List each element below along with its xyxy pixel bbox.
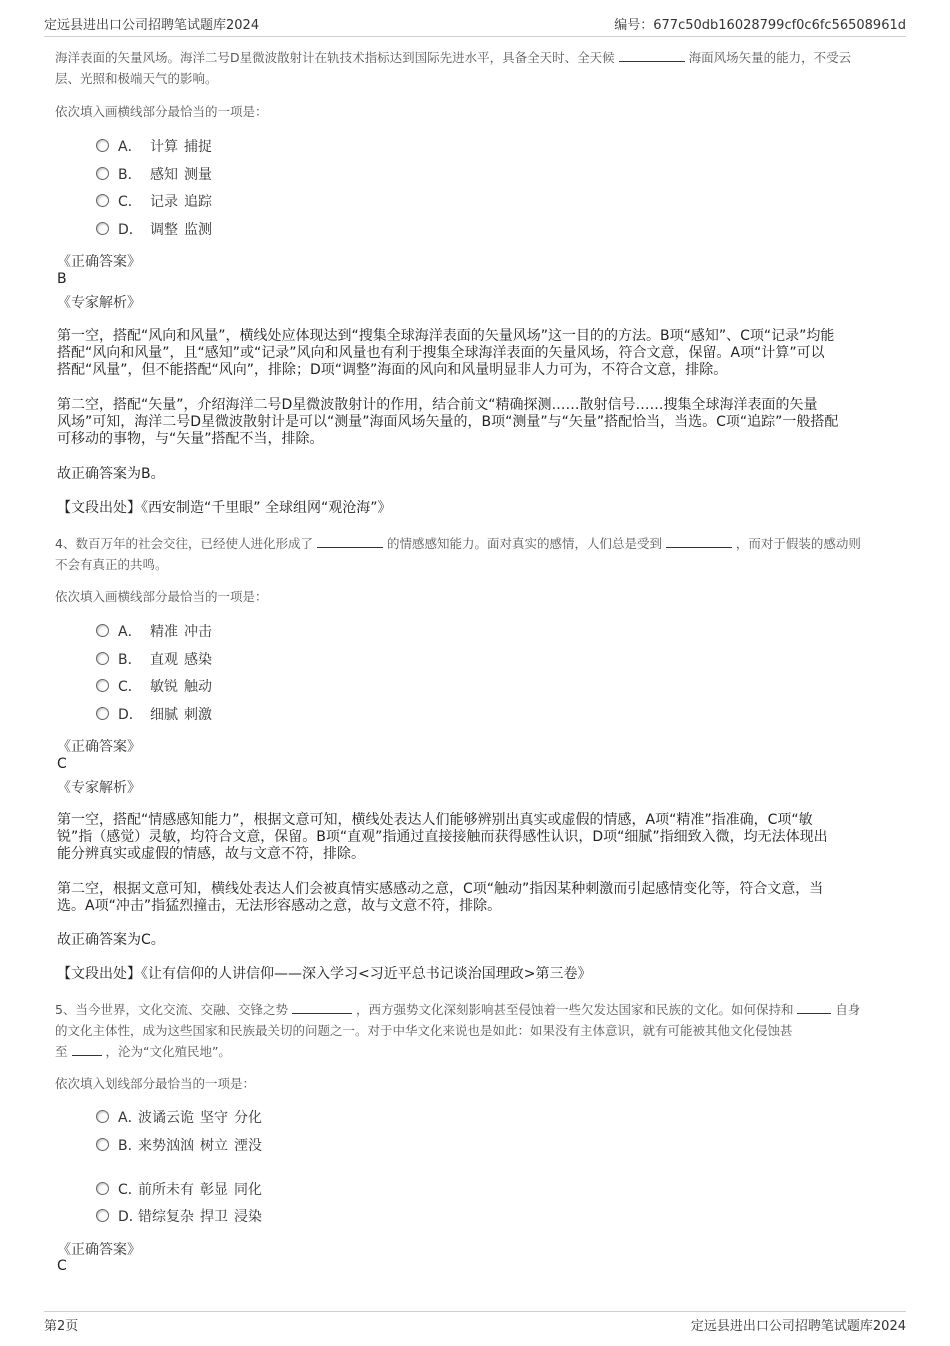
option-word: 计算 [150, 139, 178, 155]
q5-text-b: ，西方强势文化深刻影响甚至侵蚀着一些欠发达国家和民族的文化。如何保持和 [355, 1002, 794, 1017]
q5-text-d: 的文化主体性，成为这些国家和民族最关切的问题之一。对于中华文化来说也是如此：如果没有主体意识，就有可能被其他文化侵蚀甚 [55, 1023, 793, 1038]
q3-analysis-para-1 [57, 328, 907, 379]
radio-button[interactable] [96, 1138, 109, 1151]
q5-option-c[interactable] [96, 1180, 262, 1200]
option-word: 刺激 [184, 707, 212, 723]
q5-answer: C [57, 1258, 67, 1274]
radio-button[interactable] [96, 707, 109, 720]
option-word: 浸染 [234, 1209, 262, 1225]
q4-answer: C [57, 756, 67, 772]
footer-title: 定远县进出口公司招聘笔试题库2024 [690, 1319, 906, 1334]
radio-button[interactable] [96, 624, 109, 637]
q4-option-a[interactable] [96, 622, 212, 642]
option-letter: C． [118, 1182, 142, 1198]
q4-text-b: 的情感感知能力。面对真实的感情，人们总是受到 [386, 536, 662, 551]
option-letter: D． [118, 222, 143, 238]
q4-option-d[interactable] [96, 705, 212, 725]
blank [797, 1001, 831, 1014]
radio-button[interactable] [96, 194, 109, 207]
q3-passage [55, 47, 905, 89]
analysis-line: 第一空，搭配“情感感知能力”，根据文意可知，横线处表达人们能够辨别出真实或虚假的情感，A项“精准”指准确，C项“敏 [57, 812, 813, 828]
radio-button[interactable] [96, 1110, 109, 1123]
blank [666, 535, 732, 548]
q4-analysis-para-1 [57, 812, 907, 863]
analysis-line: 第一空，搭配“风向和风量”，横线处应体现达到“搜集全球海洋表面的矢量风场”这一目的的方法。B项“感知”、C项“记录”均能 [57, 328, 835, 344]
option-word: 测量 [184, 167, 212, 183]
q5-option-b[interactable] [96, 1136, 262, 1156]
q4-conclusion: 故正确答案为C。 [57, 932, 165, 948]
option-word: 分化 [234, 1110, 262, 1126]
option-word: 感染 [184, 652, 212, 668]
q4-analysis-para-2 [57, 881, 907, 915]
q3-option-c[interactable] [96, 192, 212, 212]
option-letter: A． [118, 139, 142, 155]
radio-button[interactable] [96, 222, 109, 235]
analysis-line: 风场”可知，海洋二号D星微波散射计是可以“测量”海面风场矢量的，B项“测量”与“矢量”搭配恰当，当选。C项“追踪”一般搭配 [57, 414, 839, 430]
q3-prompt: 依次填入画横线部分最恰当的一项是： [55, 104, 268, 119]
option-word: 波谲云诡 [138, 1110, 194, 1126]
q5-option-a[interactable] [96, 1108, 262, 1128]
option-letter: B． [118, 1138, 142, 1154]
q4-option-c[interactable] [96, 677, 212, 697]
blank [292, 1001, 352, 1014]
q3-analysis-label: 《专家解析》 [57, 295, 141, 311]
radio-button[interactable] [96, 167, 109, 180]
option-word: 湮没 [234, 1138, 262, 1154]
radio-button[interactable] [96, 679, 109, 692]
option-word: 记录 [150, 194, 178, 210]
option-letter: A． [118, 1110, 142, 1126]
option-word: 前所未有 [138, 1182, 194, 1198]
q5-text-e: 至 [55, 1044, 68, 1059]
option-word: 捕捉 [184, 139, 212, 155]
option-letter: B． [118, 167, 142, 183]
analysis-line: 能分辨真实或虚假的情感，故与文意不符，排除。 [57, 846, 365, 862]
blank [72, 1043, 102, 1056]
option-letter: B． [118, 652, 142, 668]
option-word: 坚守 [200, 1110, 228, 1126]
radio-button[interactable] [96, 1209, 109, 1222]
option-letter: C． [118, 679, 142, 695]
page-number: 第2页 [44, 1319, 79, 1334]
option-word: 触动 [184, 679, 212, 695]
option-word: 敏锐 [150, 679, 178, 695]
q4-analysis-label: 《专家解析》 [57, 780, 141, 796]
q3-conclusion: 故正确答案为B。 [57, 466, 165, 482]
analysis-line: 可移动的事物，与“矢量”搭配不当，排除。 [57, 431, 324, 447]
q4-text-d: 不会有真正的共鸣。 [55, 557, 168, 572]
analysis-line: 搭配“风量”，但不能搭配“风向”，排除；D项“调整”海面的风向和风量明显非人力可为，不符合文意，排除。 [57, 362, 728, 378]
analysis-line: 搭配“风向和风量”，且“感知”或“记录”风向和风量也有利于搜集全球海洋表面的矢量风场，符合文意，保留。A项“计算”可以 [57, 345, 825, 361]
option-word: 冲击 [184, 624, 212, 640]
header-title: 定远县进出口公司招聘笔试题库2024 [44, 18, 260, 33]
q5-passage [55, 999, 905, 1062]
q4-option-b[interactable] [96, 650, 212, 670]
option-letter: D． [118, 707, 143, 723]
option-word: 树立 [200, 1138, 228, 1154]
radio-button[interactable] [96, 652, 109, 665]
q3-answer-label: 《正确答案》 [57, 254, 141, 270]
q5-text-f: ，沦为“文化殖民地”。 [105, 1044, 231, 1059]
q4-text-a: 4、数百万年的社会交往，已经使人进化形成了 [55, 536, 313, 551]
analysis-line: 第二空，根据文意可知，横线处表达人们会被真情实感感动之意，C项“触动”指因某种刺激而引起感情变化等，符合文意，当 [57, 881, 824, 897]
q3-text-c: 层、光照和极端天气的影响。 [55, 71, 218, 86]
blank [619, 49, 685, 62]
q3-answer: B [57, 271, 67, 287]
q3-option-b[interactable] [96, 165, 212, 185]
q3-text-b: 海面风场矢量的能力，不受云 [688, 50, 852, 65]
option-word: 捍卫 [200, 1209, 228, 1225]
option-letter: A． [118, 624, 142, 640]
page-footer [44, 1311, 906, 1346]
option-word: 直观 [150, 652, 178, 668]
q4-source: 【文段出处】《让有信仰的人讲信仰——深入学习<习近平总书记谈治国理政>第三卷》 [57, 966, 592, 982]
analysis-line: 选。A项“冲击”指猛烈撞击，无法形容感动之意，故与文意不符，排除。 [57, 898, 502, 914]
option-word: 感知 [150, 167, 178, 183]
option-word: 来势汹汹 [138, 1138, 194, 1154]
q5-option-d[interactable] [96, 1207, 262, 1227]
q3-option-a[interactable] [96, 137, 212, 157]
q3-analysis-para-2 [57, 397, 907, 448]
q5-answer-label: 《正确答案》 [57, 1242, 141, 1258]
q5-text-a: 5、当今世界，文化交流、交融、交锋之势 [55, 1002, 288, 1017]
option-word: 同化 [234, 1182, 262, 1198]
option-letter: D． [118, 1209, 143, 1225]
option-word: 彰显 [200, 1182, 228, 1198]
q4-prompt: 依次填入画横线部分最恰当的一项是： [55, 589, 268, 604]
q4-text-c: ，而对于假装的感动则 [735, 536, 861, 551]
q4-passage [55, 533, 905, 575]
option-word: 精准 [150, 624, 178, 640]
q3-text-a: 海洋表面的矢量风场。海洋二号D星微波散射计在轨技术指标达到国际先进水平，具备全天时、全天候 [55, 50, 615, 65]
analysis-line: 锐”指（感觉）灵敏，均符合文意，保留。B项“直观”指通过直接接触而获得感性认识，D项“细腻”指细致入微，均无法体现出 [57, 829, 828, 845]
option-word: 监测 [184, 222, 212, 238]
q4-answer-label: 《正确答案》 [57, 739, 141, 755]
radio-button[interactable] [96, 139, 109, 152]
header-serial: 编号：677c50db16028799cf0c6fc56508961d [614, 18, 906, 33]
q5-text-c: 自身 [835, 1002, 861, 1017]
option-word: 追踪 [184, 194, 212, 210]
blank [317, 535, 383, 548]
option-word: 细腻 [150, 707, 178, 723]
radio-button[interactable] [96, 1182, 109, 1195]
analysis-line: 第二空，搭配“矢量”，介绍海洋二号D星微波散射计的作用，结合前文“精确探测……散射信号……搜集全球海洋表面的矢量 [57, 397, 818, 413]
option-word: 调整 [150, 222, 178, 238]
q3-source: 【文段出处】《西安制造“千里眼” 全球组网“观沧海”》 [57, 500, 392, 516]
option-word: 错综复杂 [138, 1209, 194, 1225]
q3-option-d[interactable] [96, 220, 212, 240]
q5-prompt: 依次填入划线部分最恰当的一项是： [55, 1076, 256, 1091]
option-letter: C． [118, 194, 142, 210]
page-header [44, 0, 906, 37]
